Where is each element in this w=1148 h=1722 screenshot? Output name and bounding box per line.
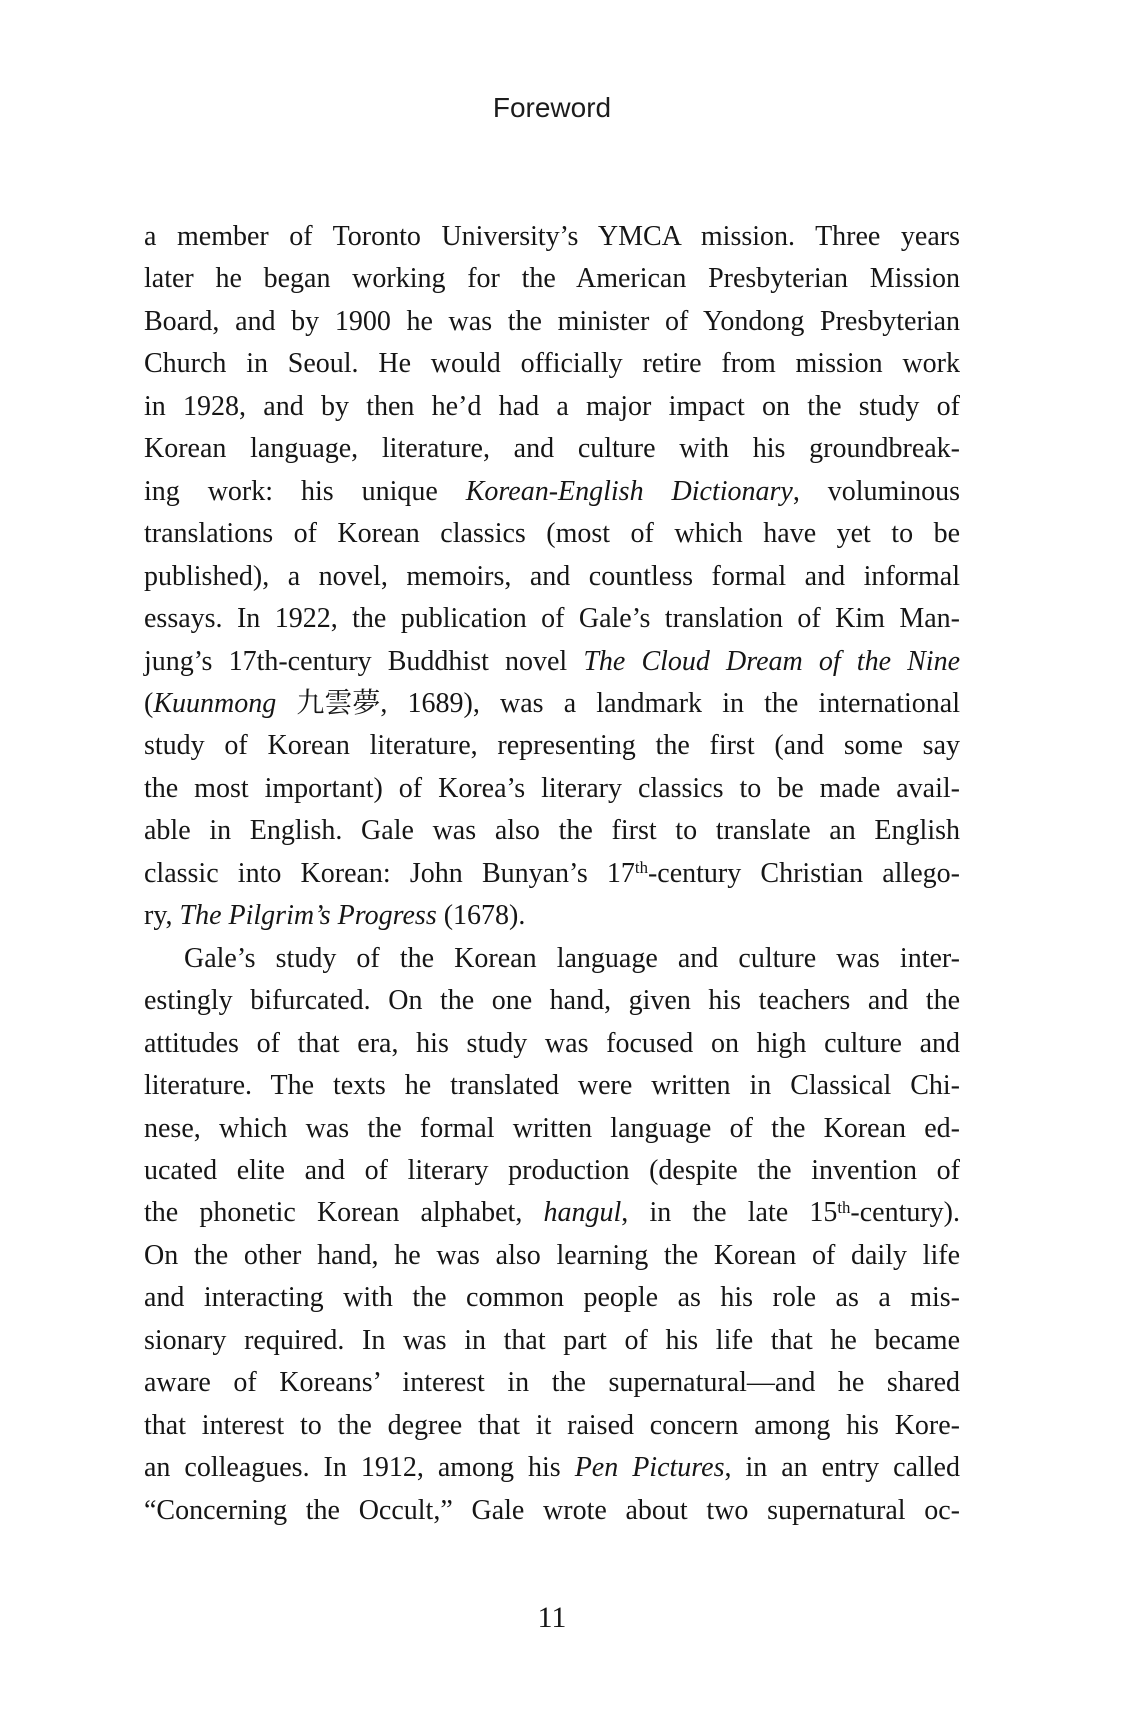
text-line: essays. In 1922, the publication of Gale’s translation of Kim Man-	[144, 603, 960, 635]
text-line: and interacting with the common people as his role as a mis-	[144, 1282, 960, 1314]
text-line: “Concerning the Occult,” Gale wrote about two supernatural oc-	[144, 1494, 960, 1526]
text-line: Church in Seoul. He would officially retire from mission work	[144, 348, 960, 380]
text-line: an colleagues. In 1912, among his Pen Pictures, in an entry called	[144, 1452, 960, 1484]
text-line: (Kuunmong 九雲夢, 1689), was a landmark in the international	[144, 687, 960, 719]
text-line: able in English. Gale was also the first to translate an English	[144, 815, 960, 847]
body-text	[144, 216, 960, 1532]
text-line: a member of Toronto University’s YMCA mission. Three years	[144, 221, 960, 252]
text-line: that interest to the degree that it raised concern among his Kore-	[144, 1409, 960, 1441]
text-line: translations of Korean classics (most of which have yet to be	[144, 518, 960, 550]
text-line: in 1928, and by then he’d had a major impact on the study of	[144, 390, 960, 422]
text-line: Board, and by 1900 he was the minister of Yondong Presbyterian	[144, 305, 960, 337]
chapter-header: Foreword	[492, 92, 612, 123]
text-line: Gale’s study of the Korean language and culture was inter-	[184, 942, 960, 974]
text-line: aware of Koreans’ interest in the supernatural—and he shared	[144, 1367, 960, 1399]
text-line: later he began working for the American Presbyterian Mission	[144, 263, 960, 295]
text-line: nese, which was the formal written language of the Korean ed-	[144, 1112, 960, 1144]
text-line: the phonetic Korean alphabet, hangul, in the late 15th-century).	[144, 1197, 960, 1229]
text-line: literature. The texts he translated were written in Classical Chi-	[144, 1070, 960, 1102]
text-line: ing work: his unique Korean-English Dictionary, voluminous	[144, 475, 960, 507]
page-number: 11	[537, 1601, 567, 1634]
text-line: classic into Korean: John Bunyan’s 17th-century Christian allego-	[144, 857, 960, 889]
text-line: ry, The Pilgrim’s Progress (1678).	[144, 900, 526, 932]
text-line: study of Korean literature, representing the first (and some say	[144, 730, 960, 762]
text-line: sionary required. In was in that part of his life that he became	[144, 1324, 960, 1356]
text-line: jung’s 17th-century Buddhist novel The Cloud Dream of the Nine	[144, 645, 960, 677]
text-line: Korean language, literature, and culture with his groundbreak-	[144, 433, 960, 465]
text-line: ucated elite and of literary production (despite the invention of	[144, 1154, 960, 1186]
text-line: On the other hand, he was also learning the Korean of daily life	[144, 1239, 960, 1271]
text-line: estingly bifurcated. On the one hand, given his teachers and the	[144, 985, 960, 1017]
text-line: published), a novel, memoirs, and countless formal and informal	[144, 560, 960, 592]
text-line: attitudes of that era, his study was focused on high culture and	[144, 1027, 960, 1059]
text-line: the most important) of Korea’s literary classics to be made avail-	[144, 772, 960, 804]
